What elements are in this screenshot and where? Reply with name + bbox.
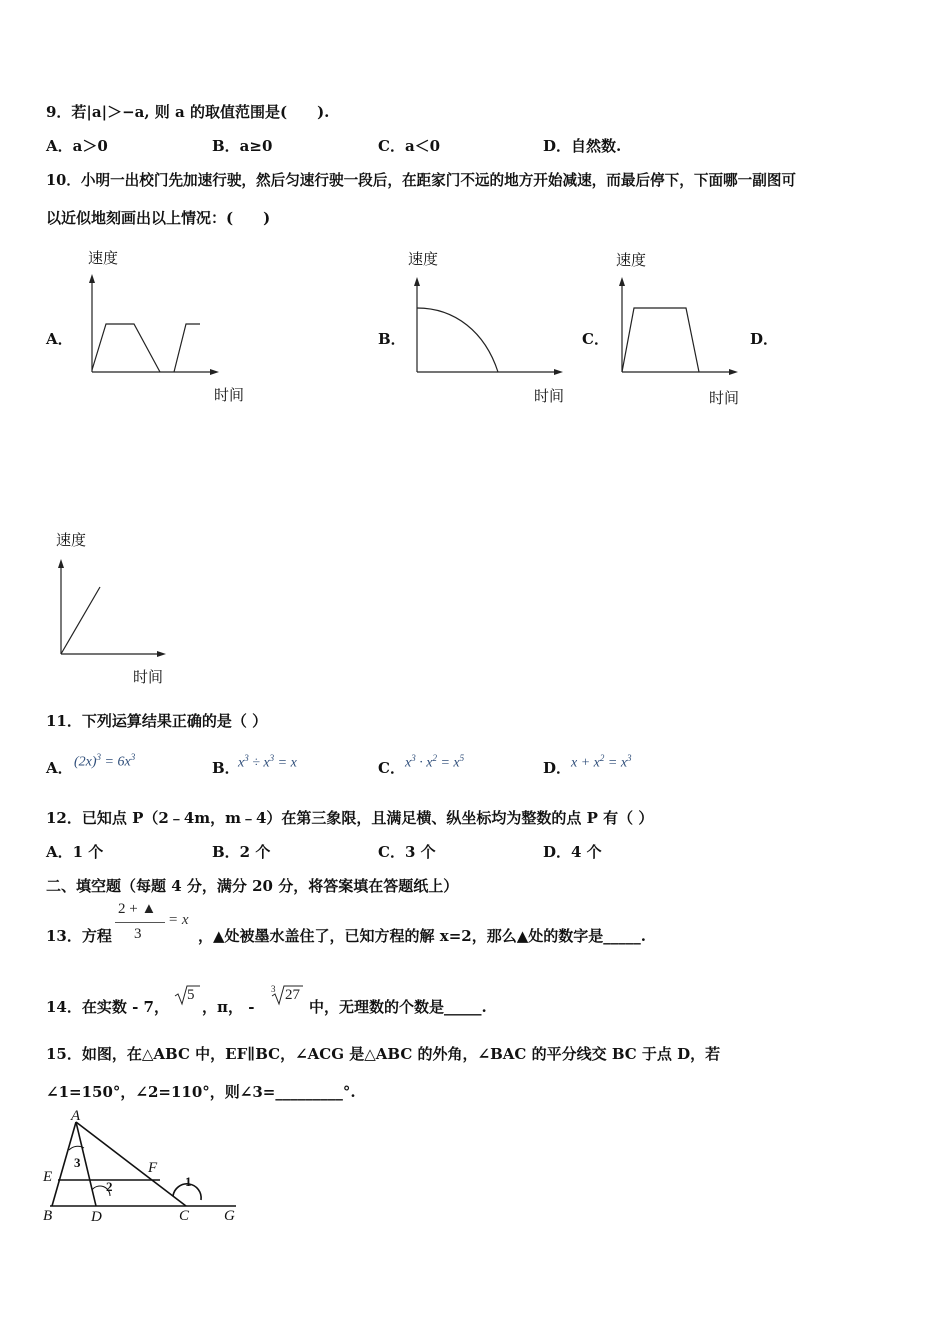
q11-expr-d: $x + x^2 = x^3$ xyxy=(571,753,632,771)
q12-option-d[interactable]: D．4 个 xyxy=(543,843,602,861)
q13-numerator: 2 + ▲ xyxy=(118,901,157,917)
q15-line1: 15．如图，在△ABC 中，EF∥BC，∠ACG 是△ABC 的外角，∠BAC 的平分线交 BC 于点 D，若 xyxy=(46,1045,721,1063)
point-c-label: C xyxy=(179,1208,190,1224)
q11-option-d-letter[interactable]: D． xyxy=(543,759,572,777)
graph-a[interactable] xyxy=(80,270,230,380)
q13-denominator: 3 xyxy=(134,926,142,942)
graph-c-curve xyxy=(622,308,699,372)
q15-line2: ∠1=150°，∠2=110°，则∠3=_________°. xyxy=(46,1083,356,1101)
q13-rhs: = x xyxy=(168,912,189,928)
q15-triangle-figure xyxy=(40,1110,250,1230)
q12-stem: 12．已知点 P（2﹣4m，m﹣4）在第三象限，且满足横、纵坐标均为整数的点 P 有（ ） xyxy=(46,809,654,827)
graph-c-x-label: 时间 xyxy=(709,389,740,407)
q9-option-d[interactable]: D．自然数. xyxy=(543,137,622,155)
q9-stem: 9．若|a|＞−a, 则 a 的取值范围是( ). xyxy=(46,103,330,121)
q11-option-a-letter[interactable]: A． xyxy=(46,759,73,777)
q12-option-c[interactable]: C．3 个 xyxy=(378,843,436,861)
q14-sqrt5: 5 xyxy=(187,987,195,1003)
q9-option-c[interactable]: C．a＜0 xyxy=(378,137,441,155)
graph-a-x-label: 时间 xyxy=(214,386,245,404)
q14-cbrt-arg: 27 xyxy=(285,987,300,1003)
q11-option-c-letter[interactable]: C． xyxy=(378,759,405,777)
angle-1-label: 1 xyxy=(185,1174,192,1189)
q10-stem-line1: 10．小明一出校门先加速行驶，然后匀速行驶一段后，在距家门不远的地方开始减速，而最后停下，下面哪一副图可 xyxy=(46,172,797,189)
q10-option-c-letter[interactable]: C． xyxy=(582,330,609,348)
q13-prefix: 13．方程 xyxy=(46,927,112,945)
point-a-label: A xyxy=(71,1108,81,1124)
q11-expr-a: $(2x)^3 = 6x^3$ xyxy=(74,752,136,770)
q12-option-a[interactable]: A．1 个 xyxy=(46,843,104,861)
section-2-heading: 二、填空题（每题 4 分，满分 20 分，将答案填在答题纸上） xyxy=(46,877,459,895)
angle-2-label: 2 xyxy=(106,1179,113,1194)
q14-suffix: 中，无理数的个数是_____. xyxy=(309,998,487,1016)
q11-option-b-letter[interactable]: B． xyxy=(212,759,240,777)
graph-d-y-label: 速度 xyxy=(56,531,87,549)
graph-b[interactable] xyxy=(405,270,575,380)
q9-option-b[interactable]: B．a≥0 xyxy=(212,137,273,155)
q11-expr-b: $x^3 \div x^3 = x$ xyxy=(238,753,297,771)
graph-c-y-label: 速度 xyxy=(616,251,647,269)
q10-option-a-letter[interactable]: A． xyxy=(46,330,73,348)
q14-pi-part: ，π， - xyxy=(202,998,255,1016)
q11-expr-c: $x^3 \cdot x^2 = x^5$ xyxy=(405,753,465,771)
point-f-label: F xyxy=(148,1160,158,1176)
q14-prefix: 14．在实数 - 7， xyxy=(46,998,169,1016)
graph-d-curve xyxy=(61,587,100,654)
q11-stem: 11．下列运算结果正确的是（ ） xyxy=(46,712,268,730)
graph-a-curve-1 xyxy=(92,324,160,372)
graph-a-y-label: 速度 xyxy=(88,249,119,267)
point-d-label: D xyxy=(91,1209,102,1225)
point-b-label: B xyxy=(43,1208,53,1224)
q13-suffix: ，▲处被墨水盖住了，已知方程的解 x=2，那么▲处的数字是_____. xyxy=(198,927,646,945)
graph-d[interactable] xyxy=(50,552,175,662)
q12-option-b[interactable]: B．2 个 xyxy=(212,843,271,861)
angle-3-label: 3 xyxy=(74,1155,81,1170)
graph-a-curve-2 xyxy=(174,324,200,372)
point-e-label: E xyxy=(43,1169,53,1185)
q14-cbrt-index: 3 xyxy=(271,984,276,994)
segment-ab xyxy=(52,1122,76,1206)
point-g-label: G xyxy=(224,1208,235,1224)
q10-option-b-letter[interactable]: B． xyxy=(378,330,406,348)
q9-option-a[interactable]: A．a＞0 xyxy=(46,137,108,155)
graph-b-curve xyxy=(417,308,498,372)
graph-d-x-label: 时间 xyxy=(133,668,164,686)
graph-b-y-label: 速度 xyxy=(408,250,439,268)
q10-stem-line2: 以近似地刻画出以上情况：( ) xyxy=(46,209,271,227)
q13-fraction-bar xyxy=(115,922,165,923)
graph-b-x-label: 时间 xyxy=(534,387,565,405)
q10-option-d-letter[interactable]: D． xyxy=(750,330,779,348)
graph-c[interactable] xyxy=(610,270,750,380)
